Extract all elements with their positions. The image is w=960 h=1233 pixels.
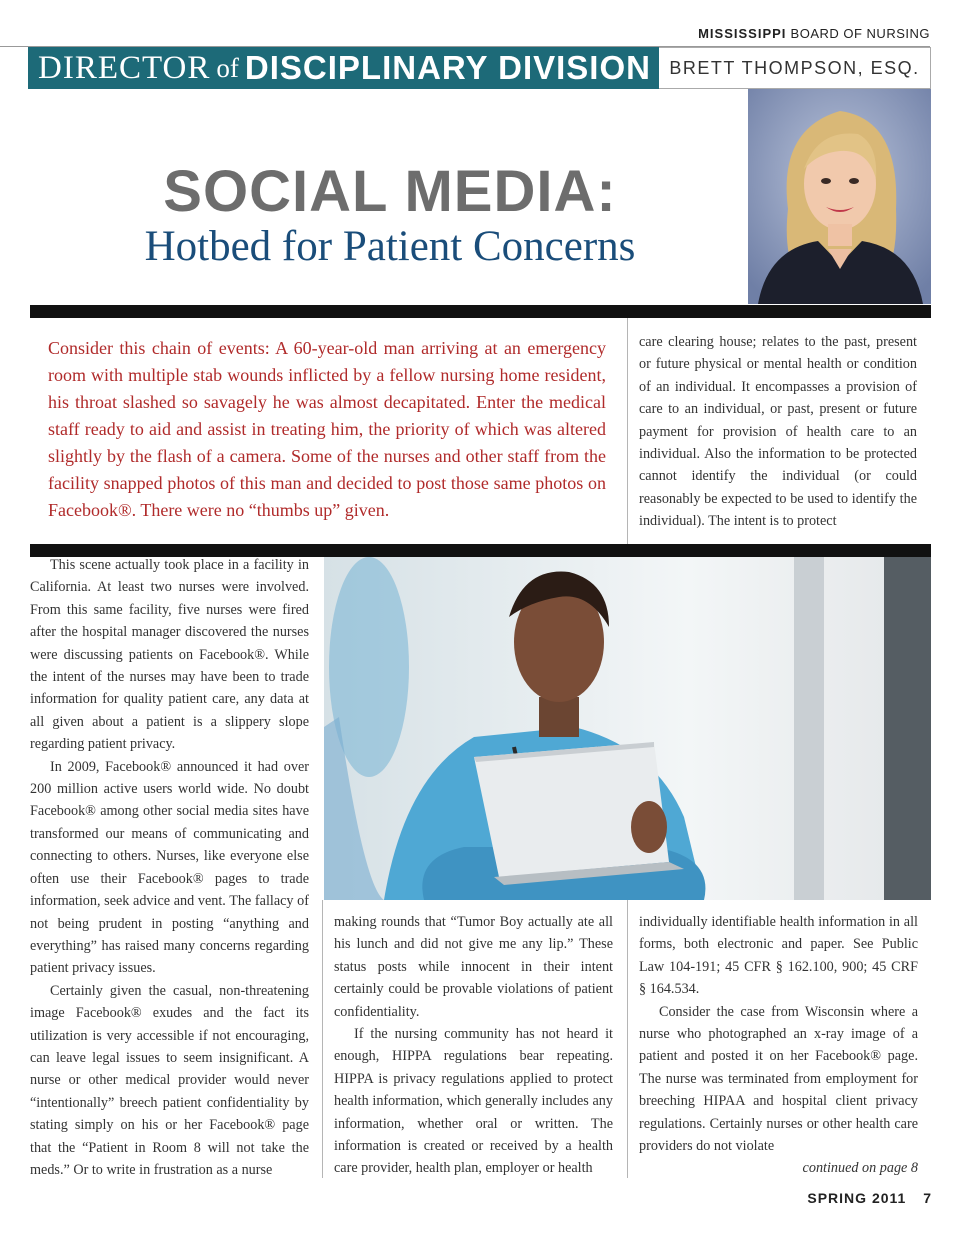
body-paragraph: In 2009, Facebook® announced it had over 200 million active users world wide. No doubt Facebook® among other social media sites have transformed our means of communicating and connecting to others. Nurses, like everyone else often use their Facebook® pages to trade information, seek advice and vent. The fallacy of not being prudent in posting “anything and everything” has raised many concerns regarding patient privacy issues.: [30, 758, 309, 977]
column-rule: [322, 900, 323, 1178]
body-paragraph: Consider the case from Wisconsin where a nurse who photographed an x-ray image of a patient and posted it on her Facebook® page. The nurse was terminated from employment for breeching HIPAA and hospital client privacy regulations. Certainly nurses or other health care providers do not violate: [639, 1003, 918, 1155]
nurse-laptop-photo: [324, 557, 931, 900]
body-paragraph: This scene actually took place in a facility in California. At least two nurses were involved. From this same facility, five nurses were fired after the hospital manager discovered the nurses were discussing patients on Facebook®. While the intent of the nurses may have been to trade information for quality patient care, any data at all given about a patient is a slippery slope regarding patient privacy.: [30, 557, 309, 753]
body-paragraph: making rounds that “Tumor Boy actually ate all his lunch and did not give me any lip.” These status posts while innocent in their intent certainly could be provable violations of patient confidentiality.: [334, 914, 613, 1020]
page-footer: [807, 1190, 932, 1206]
intro-paragraph: Consider this chain of events: A 60-year-old man arriving at an emergency room with multiple stab wounds inflicted by a fellow nursing home resident, his throat slashed so savagely he was almost decapitated. Enter the medical staff ready to aid and assist in treating him, the priority of which was altered slightly by the flash of a camera. Some of the nurses and other staff from the facility snapped photos of this man and decided to post those same photos on Facebook®. There were no “thumbs up” given.: [48, 338, 606, 520]
right-top-column: [639, 331, 917, 533]
section-banner: [28, 47, 659, 89]
author-name: BRETT THOMPSON, ESQ.: [659, 47, 931, 89]
banner-director: DIRECTOR: [38, 49, 211, 86]
column-rule: [627, 318, 628, 544]
body-paragraph: individually identifiable health information in all forms, both electronic and paper. See Public Law 104-191; 45 CFR § 162.100, 900; 45 CRF § 164.534.: [639, 914, 918, 998]
middle-column: [334, 911, 613, 1180]
body-paragraph: Certainly given the casual, non-threatening image Facebook® exudes and the fact its utilization is very accessible if not encouraging, can leave legal issues to seem insignificant. A nurse or other medical provider would never “intentionally” breech patient confidentiality by stating simply on his or her Facebook® page that the “Patient in Room 8 will not take the meds.” Or to write in frustration as a nurse: [30, 982, 309, 1178]
body-paragraph: If the nursing community has not heard it enough, HIPPA regulations bear repeating. HIPPA is privacy regulations applied to protect health information, which generally includes any information, whether oral or written. The information is created or received by a health care provider, health plan, employer or health: [334, 1026, 613, 1177]
banner-of: of: [216, 52, 239, 83]
banner-division: DISCIPLINARY DIVISION: [244, 49, 651, 86]
left-column: [30, 554, 309, 1181]
right-column: [639, 911, 918, 1180]
body-paragraph: care clearing house; relates to the past, present or future physical or mental health or condition of an individual. It encompasses a provision of care to an individual, or past, present or future payment for provision of health care to an individual. Also the information to be protected cannot identify the individual (or could reasonably be expected to be used to identify the individual). The intent is to protect: [639, 334, 917, 530]
article-title: SOCIAL MEDIA:: [163, 159, 617, 224]
continued-note: continued on page 8: [802, 1160, 918, 1177]
author-portrait: [748, 89, 931, 304]
column-rule: [627, 900, 628, 1178]
issue-label: SPRING 2011: [807, 1190, 907, 1206]
article-subtitle: Hotbed for Patient Concerns: [144, 223, 636, 270]
page-number: 7: [923, 1190, 932, 1206]
divider-bar-top: [30, 305, 931, 318]
publication-name: MISSISSIPPI BOARD OF NURSING: [698, 26, 930, 41]
